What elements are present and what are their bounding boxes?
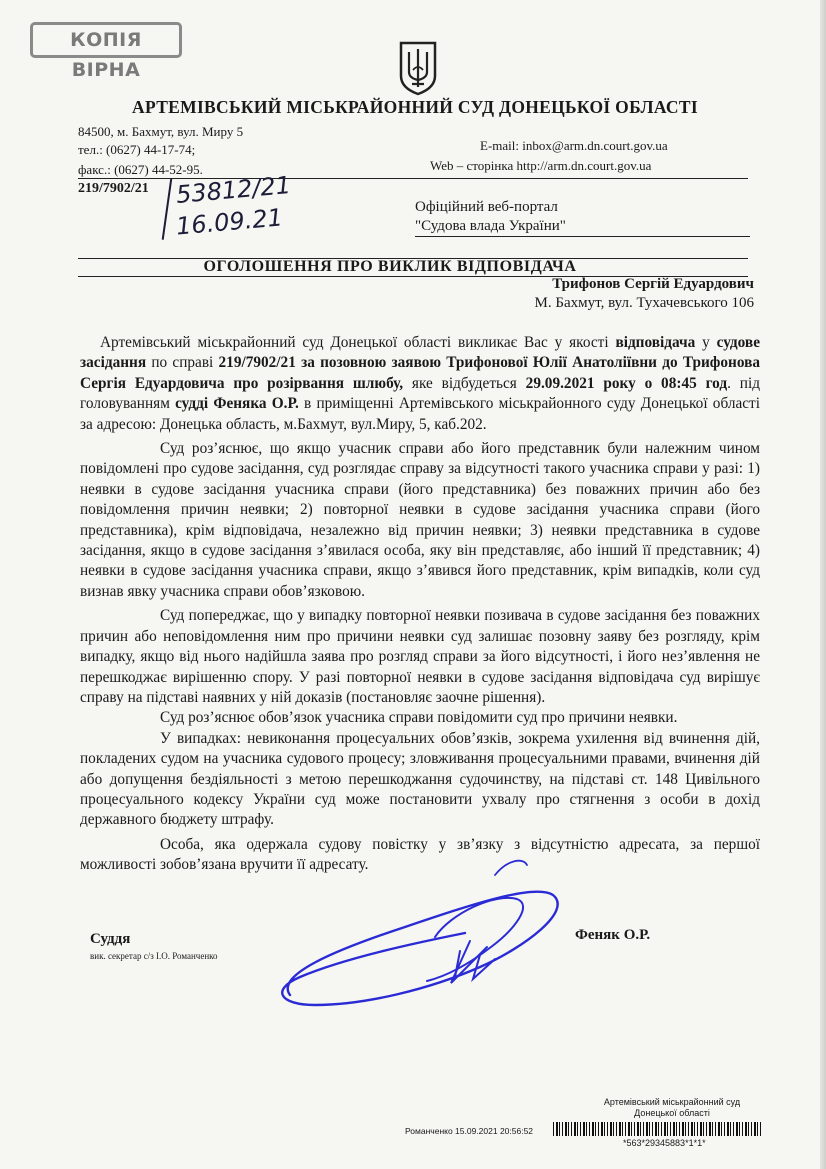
judge-name: Феняк О.Р. xyxy=(575,927,651,943)
portal-block xyxy=(415,198,566,236)
secretary-label: вик. секретар с/з І.О. Романченко xyxy=(90,951,218,961)
body-paragraph-2: Суд роз’яснює, що якщо учасник справи або його представник були належним чином повідомлені про судове засідання, суд розглядає справу за відсутності такого учасника справи у разі: 1) неявки в судове засідання учасника справи (його представника) без поважних причин або без повідомлення причин неявки; 2) повторної неявки в судове засідання учасника справи (його представника), крім відповідача, незалежно від причин неявки; 3) неявки представника в судове засідання, якщо в судове засідання з’явилася особа, яку він представляє, або інший її представник; 4) неявки в судове засідання учасника справи, якщо з’явився його представник, крім випадків, коли суд визнав явку учасника справи обов’язковою. xyxy=(80,440,760,600)
footer-court-line-2: Донецької області xyxy=(634,1108,710,1118)
barcode-number: *563*29345883*1*1* xyxy=(623,1138,706,1148)
p1-judge: судді Феняка О.Р. xyxy=(175,395,299,413)
handwritten-outgoing-number: 53812/21 xyxy=(174,171,292,209)
portal-rule xyxy=(415,236,750,237)
header-rule xyxy=(78,178,748,179)
court-email: E-mail: inbox@arm.dn.court.gov.ua xyxy=(480,138,668,153)
handwritten-date: 16.09.21 xyxy=(174,203,284,241)
p1-text-d: яке відбудеться xyxy=(403,374,526,392)
p1-role: відповідача xyxy=(615,334,696,351)
p1-hearing: судове засідання xyxy=(80,334,760,372)
notice-body xyxy=(80,333,760,876)
court-fax: факс.: (0627) 44-52-95. xyxy=(78,162,203,177)
p1-text-a: Артемівський міськрайонний суд Донецької області викликає Вас у якості xyxy=(100,334,616,351)
footer-print-stamp: Романченко 15.09.2021 20:56:52 xyxy=(405,1126,534,1136)
addressee-address: М. Бахмут, вул. Тухачевського 106 xyxy=(534,295,754,311)
addressee-name: Трифонов Сергій Едуардович xyxy=(552,276,754,292)
portal-line-1: Офіційний веб-портал xyxy=(415,199,558,215)
court-phone: тел.: (0627) 44-17-74; xyxy=(78,142,196,157)
body-paragraph-1 xyxy=(80,333,760,435)
body-paragraph-5: У випадках: невиконання процесуальних обов’язків, зокрема ухилення від вчинення дій, покладених судом на учасника судового процесу; зловживання процесуальними правами, вчинення дій або допущення бездіяльності з метою перешкоджання судочинству, на підставі ст. 148 Цивільного процесуального кодексу України суд може постановити ухвалу про стягнення з особи в дохід державного бюджету штрафу. xyxy=(80,729,760,829)
p1-text-f: в приміщенні Артемівського міськрайонного суду Донецької області за адресою: Донецька область, м.Бахмут, вул.Миру, 5, каб.202. xyxy=(80,395,760,433)
notice-title: ОГОЛОШЕННЯ ПРО ВИКЛИК ВІДПОВІДАЧА xyxy=(203,258,577,275)
barcode xyxy=(553,1122,763,1136)
trident-emblem-icon xyxy=(398,40,438,96)
case-number: 219/7902/21 xyxy=(78,181,149,196)
judge-signature xyxy=(255,855,575,1025)
body-paragraph-3: Суд попереджає, що у випадку повторної неявки позивача в судове засідання без поважних причин або неповідомлення ним про причини неявки суд залишає позовну заяву без розгляду, крім випадку, якщо від нього надійшла заява про розгляд справи за його відсутності, і його нез’явлення не перешкоджає вирішенню спору. У разі повторної неявки в судове засідання відповідача суд вирішує справу на підставі наявних у ній доказів (постановляє заочне рішення). xyxy=(80,607,760,706)
footer-court-stamp xyxy=(597,1097,747,1119)
handwritten-bracket xyxy=(162,178,173,240)
body-paragraph-4: Суд роз’яснює обов’язок учасника справи повідомити суд про причини неявки. xyxy=(160,709,678,727)
portal-line-2: "Судова влада України" xyxy=(415,218,566,234)
judge-role-label: Суддя xyxy=(90,931,131,947)
body-paragraph-6: Особа, яка одержала судову повістку у зв’язку з відсутністю адресата, за першої можливості зобов’язана вручити її адресату. xyxy=(80,835,760,874)
p1-hearing-datetime: 29.09.2021 року о 08:45 год xyxy=(525,374,728,392)
scan-edge xyxy=(820,0,826,1169)
p1-text-e: . під головуванням xyxy=(80,374,760,413)
footer-court-line-1: Артемівський міськрайонний суд xyxy=(603,1097,741,1107)
p1-case-description: 219/7902/21 за позовною заявою Трифонової Юлії Анатоліївни до Трифонова Сергія Едуардовича про розірвання шлюбу, xyxy=(80,354,760,392)
court-title: АРТЕМІВСЬКИЙ МІСЬКРАЙОННИЙ СУД ДОНЕЦЬКОЇ ОБЛАСТІ xyxy=(132,97,698,117)
certified-copy-stamp: КОПІЯ ВІРНА xyxy=(30,22,182,58)
court-address: 84500, м. Бахмут, вул. Миру 5 xyxy=(78,124,244,139)
court-website: Web – сторінка http://arm.dn.court.gov.ua xyxy=(430,158,652,173)
p1-text-b: у xyxy=(695,334,717,351)
p1-text-c: по справі xyxy=(146,354,219,372)
